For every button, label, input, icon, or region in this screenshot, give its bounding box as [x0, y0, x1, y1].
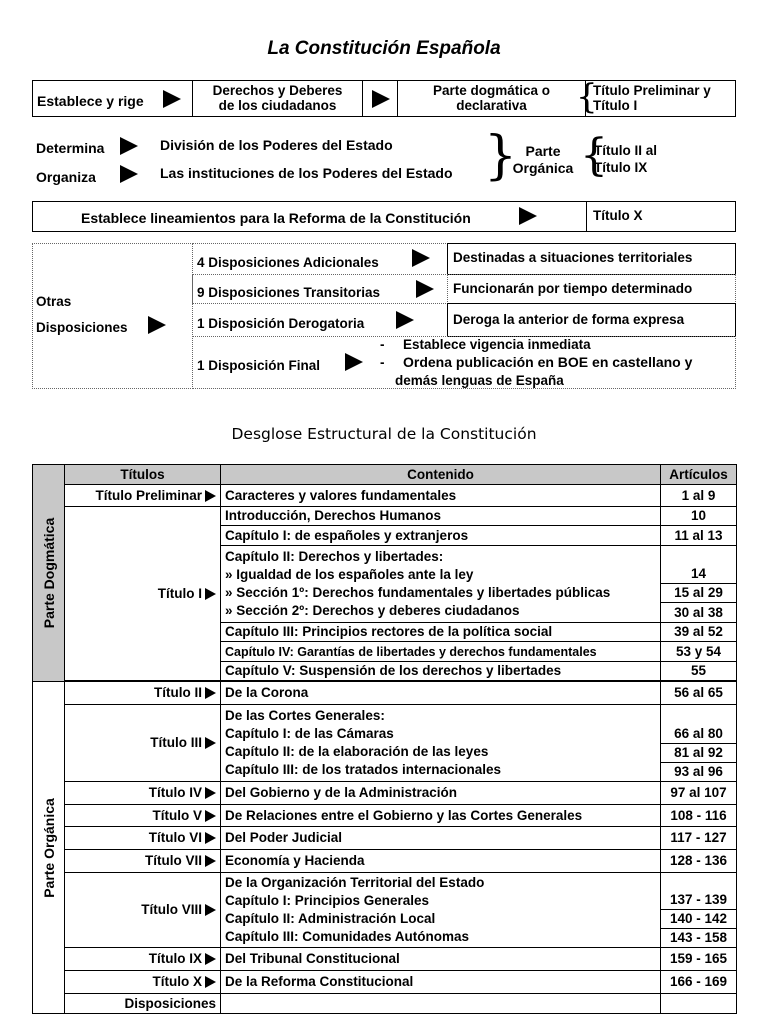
arrow-right-icon	[148, 316, 166, 334]
table-row-articles: 14	[661, 546, 737, 584]
otras-box	[32, 243, 193, 389]
disp-adicionales: 4 Disposiciones Adicionales	[197, 255, 379, 270]
row1-parte-a: Parte dogmática o	[432, 83, 551, 98]
table-row-title: Título Preliminar	[65, 485, 221, 507]
table-row-content: Introducción, Derechos Humanos	[221, 507, 661, 526]
table-row-articles: 1 al 9	[661, 485, 737, 507]
t3-art-2: 81 al 92	[661, 743, 736, 762]
arrow-right-icon	[396, 311, 414, 329]
disp-final-dash-1: -	[380, 337, 385, 352]
side-label: Parte Dogmática	[40, 517, 57, 629]
table-row-content	[221, 546, 661, 623]
disp-final-dash-2: -	[380, 355, 385, 370]
row1-label: Establece y rige	[37, 93, 144, 109]
table-row-articles: 117 - 127	[661, 827, 737, 850]
disp-transitorias-desc-box	[447, 274, 736, 304]
row2-verb-organiza: Organiza	[36, 169, 96, 185]
table-row-articles: 97 al 107	[661, 782, 737, 805]
arrow-right-icon	[205, 832, 216, 844]
disp-adicionales-desc-box	[447, 243, 736, 275]
t8-art-3: 143 - 158	[661, 928, 736, 947]
table-row-content: De Relaciones entre el Gobierno y las Cortes Generales	[221, 805, 661, 827]
arrow-right-icon	[205, 976, 216, 988]
table-row-articles: 15 al 29	[661, 584, 737, 603]
table-row-content: Capítulo IV: Garantías de libertades y derechos fundamentales	[221, 642, 661, 662]
row2-verb-determina: Determina	[36, 140, 105, 156]
arrow-right-icon	[345, 353, 363, 371]
table-row-articles: 10	[661, 507, 737, 526]
cap2-heading: Capítulo II: Derechos y libertades:	[225, 549, 444, 564]
table-row-articles: 53 y 54	[661, 642, 737, 662]
row1-titulo-b: Título I	[593, 98, 638, 113]
table-row-title: Título VIII	[65, 873, 221, 948]
table-row-title: Título I	[65, 507, 221, 681]
table-row-content: Economía y Hacienda	[221, 850, 661, 873]
arrow-right-icon	[205, 904, 216, 916]
header-titulos: Títulos	[65, 465, 221, 485]
row2-text-division: División de los Poderes del Estado	[160, 137, 393, 153]
row1-titulo-a: Título Preliminar y	[593, 83, 711, 98]
brace-right-icon: }	[484, 126, 518, 186]
row1-box-4	[576, 77, 736, 117]
table-row-title: Título IV	[65, 782, 221, 805]
table-row-articles: 108 - 116	[661, 805, 737, 827]
disp-adicionales-desc: Destinadas a situaciones territoriales	[453, 250, 693, 265]
row1-arrow-box	[362, 80, 398, 117]
t3-cap2: Capítulo II: de la elaboración de las leyes	[225, 744, 489, 759]
row3-titulo: Título X	[593, 208, 643, 223]
disp-derogatoria: 1 Disposición Derogatoria	[197, 316, 365, 331]
t8-cap3: Capítulo III: Comunidades Autónomas	[225, 929, 470, 944]
arrow-right-icon	[416, 280, 434, 298]
disp-final: 1 Disposición Final	[197, 358, 321, 373]
row1-parte-b: declarativa	[456, 98, 527, 113]
t8-cap1: Capítulo I: Principios Generales	[225, 893, 430, 908]
side-parte-dogmatica	[33, 465, 65, 682]
row2-text-instituciones: Las instituciones de los Poderes del Estado	[160, 165, 453, 181]
t8-heading: De la Organización Territorial del Estado	[225, 875, 485, 890]
table-row-articles: 39 al 52	[661, 623, 737, 642]
table-row-content	[221, 873, 661, 948]
arrow-right-icon	[205, 588, 216, 600]
row1-box-3	[397, 80, 586, 117]
table-row-title: Título II	[65, 682, 221, 705]
t3-cap1: Capítulo I: de las Cámaras	[225, 726, 394, 741]
header-contenido: Contenido	[221, 465, 661, 485]
disp-transitorias-desc: Funcionarán por tiempo determinado	[453, 281, 693, 296]
table-row-articles	[661, 705, 737, 782]
disp-final-r1: Establece vigencia inmediata	[403, 337, 591, 352]
table-row-content	[221, 705, 661, 782]
row3-box	[32, 201, 587, 232]
disp-final-r3: demás lenguas de España	[395, 373, 564, 388]
t8-cap2: Capítulo II: Administración Local	[225, 911, 436, 926]
table-row-title: Título X	[65, 971, 221, 994]
row2-parte-a: Parte	[525, 143, 561, 159]
otras-label-a: Otras	[36, 294, 72, 309]
disp-final-r2: Ordena publicación en BOE en castellano y	[403, 354, 693, 370]
table-row-title: Título IX	[65, 948, 221, 971]
otras-label-b: Disposiciones	[36, 320, 128, 335]
table-row-content: Del Tribunal Constitucional	[221, 948, 661, 971]
table-row-content: De la Reforma Constitucional	[221, 971, 661, 994]
table-row-content: Capítulo III: Principios rectores de la política social	[221, 623, 661, 642]
structure-table	[32, 464, 737, 1014]
row1-rights-a: Derechos y Deberes	[212, 83, 343, 98]
arrow-right-icon	[412, 249, 430, 267]
row1-box-2	[192, 80, 363, 117]
t3-heading: De las Cortes Generales:	[225, 708, 385, 723]
t3-cap3: Capítulo III: de los tratados internacionales	[225, 762, 502, 777]
row2-parte-b: Orgánica	[512, 160, 574, 176]
arrow-right-icon	[120, 165, 138, 183]
row3-text: Establece lineamientos para la Reforma de la Constitución	[81, 210, 471, 226]
table-row-articles: 55	[661, 662, 737, 681]
arrow-right-icon	[372, 90, 390, 108]
cap2-line-b: » Sección 1º: Derechos fundamentales y libertades públicas	[225, 585, 611, 600]
table-row-articles	[661, 873, 737, 948]
t3-art-1: 66 al 80	[674, 726, 723, 741]
t8-art-1: 137 - 139	[669, 892, 728, 907]
side-label: Parte Orgánica	[40, 797, 57, 898]
row1-rights-b: de los ciudadanos	[218, 98, 337, 113]
page-title: La Constitución Española	[267, 38, 501, 59]
cap2-line-c: » Sección 2º: Derechos y deberes ciudadanos	[225, 603, 520, 618]
arrow-right-icon	[519, 207, 537, 225]
table-row-content: Del Gobierno y de la Administración	[221, 782, 661, 805]
cap2-line-a: » Igualdad de los españoles ante la ley	[225, 567, 474, 582]
table-row-title: Título VI	[65, 827, 221, 850]
arrow-right-icon	[205, 787, 216, 799]
brace-icon: {	[580, 130, 608, 181]
table-row-content: Caracteres y valores fundamentales	[221, 485, 661, 507]
disp-derogatoria-desc-box	[447, 303, 736, 337]
t3-art-3: 93 al 96	[661, 762, 736, 781]
table-row-articles: 159 - 165	[661, 948, 737, 971]
disp-derogatoria-desc: Deroga la anterior de forma expresa	[453, 312, 685, 327]
table-row-content: Capítulo I: de españoles y extranjeros	[221, 526, 661, 546]
arrow-right-icon	[205, 490, 216, 502]
table-row-title: Título V	[65, 805, 221, 827]
table-row-content: Capítulo V: Suspensión de los derechos y libertades	[221, 662, 661, 681]
table-row-title: Disposiciones	[65, 994, 221, 1014]
disp-transitorias: 9 Disposiciones Transitorias	[197, 285, 381, 300]
table-subtitle: Desglose Estructural de la Constitución	[231, 425, 537, 443]
arrow-right-icon	[120, 137, 138, 155]
table-row-content	[221, 994, 661, 1014]
row1-box-1	[32, 80, 193, 117]
table-row-title: Título III	[65, 705, 221, 782]
table-row-articles: 30 al 38	[661, 603, 737, 623]
table-row-content: Del Poder Judicial	[221, 827, 661, 850]
row2-titulo-b: Título IX	[594, 160, 648, 175]
t8-art-2: 140 - 142	[661, 909, 736, 928]
arrow-right-icon	[205, 737, 216, 749]
arrow-right-icon	[205, 855, 216, 867]
row3-titulo-box	[586, 201, 736, 232]
arrow-right-icon	[205, 687, 216, 699]
table-row-articles: 11 al 13	[661, 526, 737, 546]
arrow-right-icon	[163, 90, 181, 108]
arrow-right-icon	[205, 810, 216, 822]
table-row-articles	[661, 994, 737, 1014]
table-row-articles: 128 - 136	[661, 850, 737, 873]
table-row-articles: 56 al 65	[661, 682, 737, 705]
row2-titulo-a: Título II al	[594, 143, 657, 158]
header-articulos: Artículos	[661, 465, 737, 485]
arrow-right-icon	[205, 953, 216, 965]
side-parte-organica	[33, 682, 65, 1014]
table-row-title: Título VII	[65, 850, 221, 873]
brace-icon: {	[576, 77, 598, 117]
table-row-content: De la Corona	[221, 682, 661, 705]
table-row-articles: 166 - 169	[661, 971, 737, 994]
